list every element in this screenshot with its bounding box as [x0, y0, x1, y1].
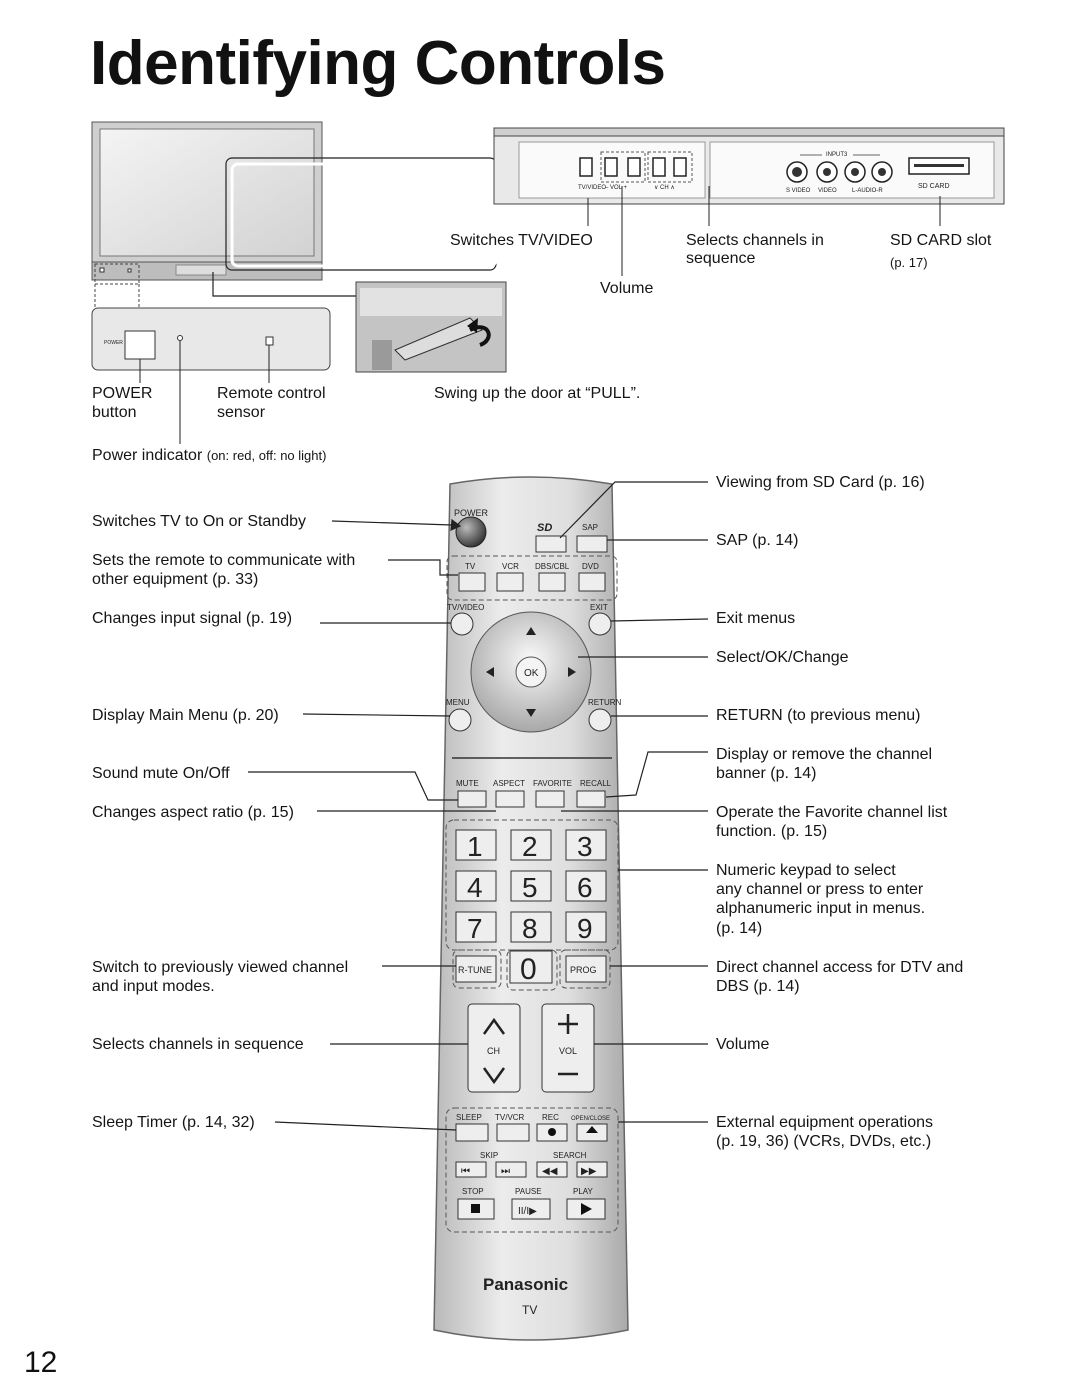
label-fav-1: Operate the Favorite channel list — [716, 804, 948, 821]
key-dvd-label: DVD — [582, 562, 599, 571]
label-sd-slot: SD CARD slot — [890, 232, 992, 249]
key-vol: VOL — [559, 1046, 578, 1056]
key-ch: CH — [487, 1046, 500, 1056]
front-svideo-label: S VIDEO — [786, 188, 811, 194]
label-rtune-2: and input modes. — [92, 978, 215, 995]
label-recall-2: banner (p. 14) — [716, 765, 817, 782]
power-panel-illustration — [92, 308, 330, 444]
svg-text:⏭: ⏭ — [501, 1166, 510, 1177]
key-stop-label: STOP — [462, 1187, 484, 1196]
key-sd: SD — [537, 522, 553, 534]
key-vcr-label: VCR — [502, 562, 519, 571]
label-ext-1: External equipment operations — [716, 1114, 934, 1131]
label-rtune-1: Switch to previously viewed channel — [92, 959, 349, 976]
key-tvvideo-label: TV/VIDEO — [447, 603, 485, 612]
key-6: 6 — [577, 872, 593, 903]
label-door-note: Swing up the door at “PULL”. — [434, 385, 641, 402]
label-power-button-1: POWER — [92, 385, 153, 402]
label-vol: Volume — [716, 1036, 770, 1053]
svg-text:II/I▶: II/I▶ — [518, 1206, 537, 1217]
key-2: 2 — [522, 831, 538, 862]
power-indicator-text: Power indicator — [92, 447, 203, 464]
label-ch: Selects channels in sequence — [92, 1036, 304, 1053]
label-volume-front: Volume — [600, 280, 654, 297]
key-aspect-label: ASPECT — [493, 779, 526, 788]
front-vol-label: – VOL + — [605, 185, 627, 191]
label-switches-tvvideo: Switches TV/VIDEO — [450, 232, 593, 249]
key-rtune: R-TUNE — [458, 965, 492, 975]
label-channels-front-2: sequence — [686, 250, 756, 267]
key-7: 7 — [467, 913, 483, 944]
page-title: Identifying Controls — [90, 29, 666, 98]
key-pause-label: PAUSE — [515, 1187, 542, 1196]
front-sdcard-label: SD CARD — [918, 183, 950, 190]
power-indicator-note: (on: red, off: no light) — [206, 448, 327, 463]
svg-text:◀◀: ◀◀ — [542, 1166, 558, 1177]
key-favorite-label: FAVORITE — [533, 779, 572, 788]
key-5: 5 — [522, 872, 538, 903]
label-exit: Exit menus — [716, 610, 796, 627]
label-mute: Sound mute On/Off — [92, 765, 230, 782]
key-0: 0 — [520, 953, 537, 986]
label-recall-1: Display or remove the channel — [716, 746, 933, 763]
door-illustration — [356, 282, 506, 372]
key-8: 8 — [522, 913, 538, 944]
label-prog-2: DBS (p. 14) — [716, 978, 800, 995]
label-sd: Viewing from SD Card (p. 16) — [716, 474, 925, 491]
label-num-4: (p. 14) — [716, 920, 763, 937]
label-mode-2: other equipment (p. 33) — [92, 571, 259, 588]
front-video-label: VIDEO — [818, 188, 837, 194]
key-4: 4 — [467, 872, 483, 903]
key-9: 9 — [577, 913, 593, 944]
key-tv-label: TV — [465, 562, 476, 571]
label-num-1: Numeric keypad to select — [716, 862, 896, 879]
front-input3-label: INPUT3 — [826, 152, 848, 158]
remote-model: TV — [522, 1303, 538, 1317]
front-audio-label: L-AUDIO-R — [852, 188, 883, 194]
key-sap-label: SAP — [582, 523, 599, 532]
label-prog-1: Direct channel access for DTV and — [716, 959, 964, 976]
label-sap: SAP (p. 14) — [716, 532, 799, 549]
front-tvvideo-label: TV/VIDEO — [578, 185, 607, 191]
key-exit-label: EXIT — [590, 603, 608, 612]
key-rec-label: REC — [542, 1113, 559, 1122]
key-search-label: SEARCH — [553, 1151, 587, 1160]
label-input: Changes input signal (p. 19) — [92, 610, 293, 627]
label-return: RETURN (to previous menu) — [716, 707, 921, 724]
key-dbs-label: DBS/CBL — [535, 562, 570, 571]
label-fav-2: function. (p. 15) — [716, 823, 828, 840]
page-number: 12 — [24, 1346, 58, 1379]
label-remote-sensor-2: sensor — [217, 404, 266, 421]
label-channels-front-1: Selects channels in — [686, 232, 824, 249]
key-1: 1 — [467, 831, 483, 862]
key-return-label: RETURN — [588, 698, 622, 707]
key-play-label: PLAY — [573, 1187, 593, 1196]
panel-power-label: POWER — [104, 340, 123, 346]
key-sleep-label: SLEEP — [456, 1113, 482, 1122]
key-3: 3 — [577, 831, 593, 862]
svg-text:⏮: ⏮ — [461, 1166, 470, 1177]
label-aspect: Changes aspect ratio (p. 15) — [92, 804, 294, 821]
tv-illustration — [92, 122, 496, 308]
label-ext-2: (p. 19, 36) (VCRs, DVDs, etc.) — [716, 1133, 932, 1150]
key-recall-label: RECALL — [580, 779, 612, 788]
remote-illustration — [434, 477, 628, 1340]
label-mode-1: Sets the remote to communicate with — [92, 552, 356, 569]
label-power-indicator — [92, 446, 326, 466]
label-sleep: Sleep Timer (p. 14, 32) — [92, 1114, 255, 1131]
label-sd-slot-page: (p. 17) — [890, 255, 928, 270]
label-power: Switches TV to On or Standby — [92, 513, 307, 530]
key-power: POWER — [454, 508, 489, 518]
key-ok: OK — [524, 668, 539, 679]
remote-brand: Panasonic — [483, 1275, 569, 1294]
front-ch-label: ∨ CH ∧ — [654, 185, 675, 191]
key-skip-label: SKIP — [480, 1151, 499, 1160]
label-num-3: alphanumeric input in menus. — [716, 900, 926, 917]
label-num-2: any channel or press to enter — [716, 881, 924, 898]
label-menu: Display Main Menu (p. 20) — [92, 707, 279, 724]
key-openclose-label: OPEN/CLOSE — [571, 1116, 611, 1122]
key-prog: PROG — [570, 965, 597, 975]
label-power-button-2: button — [92, 404, 137, 421]
label-select: Select/OK/Change — [716, 649, 849, 666]
label-remote-sensor-1: Remote control — [217, 385, 326, 402]
key-mute-label: MUTE — [456, 779, 479, 788]
svg-text:▶▶: ▶▶ — [581, 1166, 597, 1177]
key-menu-label: MENU — [446, 698, 470, 707]
key-tvvcr-label: TV/VCR — [495, 1113, 525, 1122]
